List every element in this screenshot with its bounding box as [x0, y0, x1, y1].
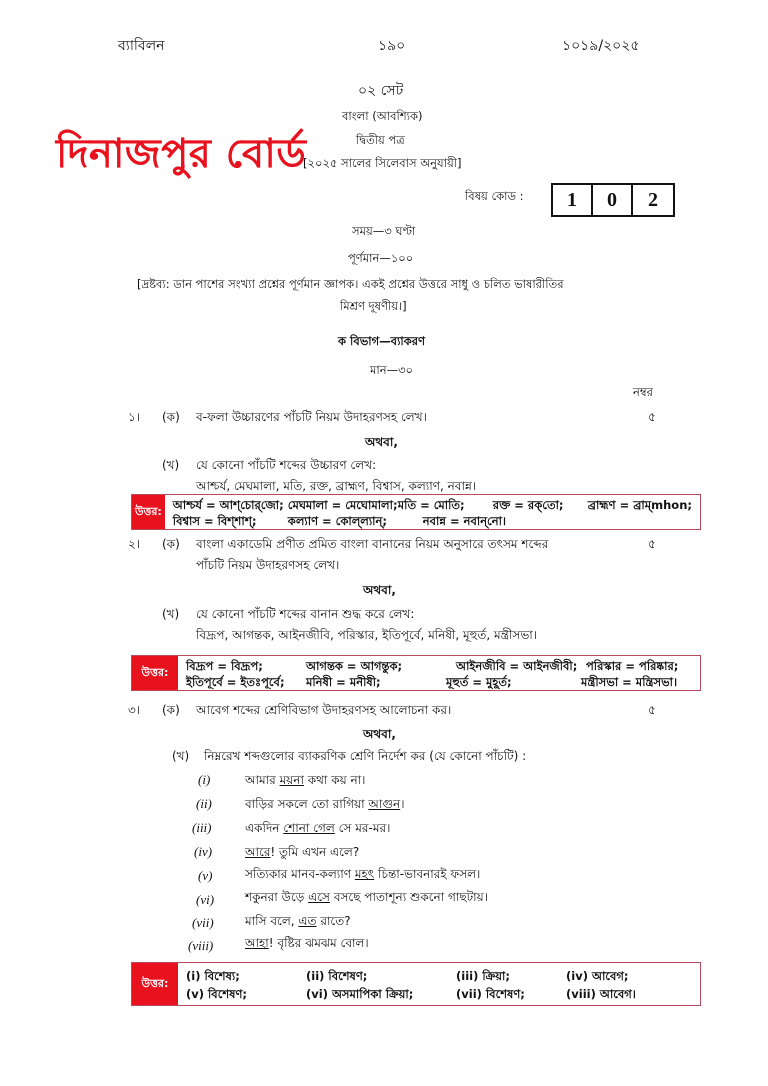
answer-row	[186, 674, 692, 690]
item-sentence	[245, 844, 359, 864]
question-text: বাংলা একাডেমি প্রণীত প্রমিত বাংলা বানানের নিয়ম অনুসারে তৎসম শব্দের	[196, 537, 549, 551]
answer-label: উত্তর:	[132, 495, 165, 529]
answer-item: মন্ত্রীসভা = মন্ত্রিসভা।	[581, 675, 678, 689]
answer-body	[178, 963, 700, 1005]
board-title: দিনাজপুর বোর্ড	[56, 131, 307, 177]
answer-row	[173, 513, 692, 529]
question-text: নিম্নরেখ শব্দগুলোর ব্যাকরণিক শ্রেণি নির্দেশ কর (যে কোনো পাঁচটি) :	[204, 749, 527, 763]
answer-item: ইতিপূর্বে = ইতঃপূর্বে;	[186, 675, 285, 689]
marks-column-label: নম্বর	[633, 385, 653, 399]
question-number: ২।	[128, 537, 141, 551]
subject-code-digit: 2	[648, 188, 658, 211]
or-separator: অথবা,	[363, 727, 396, 741]
answer-item: বিশ্বাস = বিশ্‌শাশ্‌;	[172, 514, 257, 528]
sentence-text: ! বৃষ্টির ঝমঝম বোল।	[268, 936, 369, 950]
sentence-text: আমার	[245, 773, 280, 787]
section-title: ক বিভাগ—ব্যাকরণ	[338, 334, 426, 348]
answer-item: (iii) ক্রিয়া;	[456, 969, 510, 983]
answer-item: (vi) অসমাপিকা ক্রিয়া;	[306, 987, 414, 1001]
sentence-text: ! তুমি এখন এলে?	[270, 845, 360, 859]
sentence-text: সত্যিকার মানব-কল্যাণ	[245, 867, 355, 881]
part-label: (খ)	[172, 749, 190, 763]
syllabus-note: [২০২৫ সালের সিলেবাস অনুযায়ী]	[303, 156, 462, 170]
item-sentence	[245, 820, 390, 840]
instruction-line-1: [দ্রষ্টব্য: ডান পাশের সংখ্যা প্রশ্নের পূর্ণমান জ্ঞাপক। একই প্রশ্নের উত্তরে সাধু ও চলিত ভাষারীতির	[137, 277, 564, 291]
underlined-word: ময়না	[279, 773, 304, 787]
item-number: (vii)	[192, 915, 214, 930]
answer-row	[173, 497, 692, 513]
answer-item: আইনজীবি = আইনজীবী;	[456, 659, 578, 673]
item-sentence	[245, 866, 480, 886]
answer-row	[186, 967, 692, 985]
sentence-text: একদিন	[245, 821, 284, 835]
answer-box	[131, 494, 701, 530]
underlined-word: আহা	[245, 936, 269, 950]
set-label: ০২ সেট	[358, 83, 404, 99]
item-number: (iv)	[194, 844, 213, 859]
word-list: আশ্চর্য, মেঘমালা, মতি, রক্ত, ব্রাহ্মণ, বিশ্বাস, কল্যাণ, নবান্ন।	[196, 479, 477, 493]
sentence-text: সে মর-মর।	[334, 821, 391, 835]
answer-item: (i) বিশেষ্য;	[186, 969, 240, 983]
item-number: (v)	[198, 868, 213, 883]
answer-item: ব্রাহ্মণ = ব্রাম্‌mhon;	[587, 498, 692, 512]
subject-name: বাংলা (আবশ্যিক)	[342, 109, 423, 123]
answer-item: আশ্চর্য = আশ্‌চোর্‌জো;	[172, 498, 284, 512]
answer-item: বিদ্রূপ = বিদ্রূপ;	[186, 659, 263, 673]
item-number: (ii)	[196, 796, 212, 811]
subject-code-digit: 1	[553, 185, 593, 215]
answer-item: কল্যাণ = কোল্‌ল্যান্‌;	[287, 514, 387, 528]
answer-row	[186, 658, 692, 674]
full-marks: পূর্ণমান—১০০	[348, 251, 414, 265]
question-number: ৩।	[128, 703, 141, 717]
sentence-text: শকুনরা উড়ে	[245, 890, 309, 904]
reference-number: ১০১৯/২০২৫	[562, 38, 640, 54]
answer-body	[178, 656, 700, 690]
underlined-word: এসে	[308, 890, 330, 904]
sentence-text: মাসি বলে,	[245, 914, 299, 928]
answer-item: (v) বিশেষণ;	[186, 987, 248, 1001]
paper-name: দ্বিতীয় পত্র	[356, 133, 405, 147]
instruction-line-2: মিশ্রণ দূষণীয়।]	[340, 299, 407, 313]
item-sentence	[245, 889, 488, 909]
word-list: বিদ্রূপ, আগন্তক, আইনজীবি, পরিস্কার, ইতিপূর্বে, মনিষী, মূহুর্ত, মন্ত্রীসভা।	[196, 628, 538, 642]
underlined-word: আগুন	[368, 797, 401, 811]
question-number: ১।	[128, 410, 141, 424]
item-number: (iii)	[192, 820, 212, 835]
underlined-word: আরে	[245, 845, 271, 859]
part-label: (খ)	[162, 607, 180, 621]
answer-item: রক্ত = রক্‌তো;	[492, 498, 564, 512]
question-text: ব-ফলা উচ্চারণের পাঁচটি নিয়ম উদাহরণসহ লেখ।	[196, 410, 427, 424]
answer-item: (iv) আবেগ;	[566, 969, 629, 983]
answer-item: (ii) বিশেষণ;	[306, 969, 368, 983]
sentence-text: রাতে?	[316, 914, 351, 928]
sentence-text: বসছে পাতাশূন্য শুকনো গাছটায়।	[330, 890, 488, 904]
answer-item: মূহুর্ত = মুহূর্ত;	[446, 675, 512, 689]
answer-label: উত্তর:	[132, 656, 178, 690]
question-marks: ৫	[648, 410, 656, 424]
exam-time: সময়—৩ ঘণ্টা	[352, 224, 416, 238]
item-number: (vi)	[196, 892, 215, 907]
subject-code-digit: 0	[593, 185, 633, 215]
publisher-name: ব্যাবিলন	[118, 38, 165, 54]
part-label: (ক)	[162, 703, 180, 717]
part-label: (ক)	[162, 410, 180, 424]
item-number: (viii)	[188, 938, 214, 953]
answer-item: মেঘমালা = মেঘোমালা;	[287, 498, 398, 512]
question-text: যে কোনো পাঁচটি শব্দের উচ্চারণ লেখ:	[196, 458, 377, 472]
answer-row	[186, 985, 692, 1003]
part-label: (ক)	[162, 537, 180, 551]
or-separator: অথবা,	[365, 435, 398, 449]
question-marks: ৫	[648, 537, 656, 551]
answer-item: (vii) বিশেষণ;	[456, 987, 525, 1001]
item-number: (i)	[198, 772, 211, 787]
answer-item: মনিষী = মনীষী;	[306, 675, 381, 689]
underlined-word: শোনা গেল	[283, 821, 335, 835]
item-sentence	[245, 772, 365, 792]
sentence-text: বাড়ির সকলে তো রাগিয়া	[245, 797, 369, 811]
answer-item: পরিস্কার = পরিষ্কার;	[586, 659, 679, 673]
answer-box	[131, 655, 701, 691]
question-text: পাঁচটি নিয়ম উদাহরণসহ লেখ।	[196, 558, 340, 572]
item-sentence	[245, 796, 405, 816]
sentence-text: কথা কয় না।	[303, 773, 366, 787]
answer-body	[165, 495, 700, 529]
answer-label: উত্তর:	[132, 963, 178, 1005]
item-sentence	[245, 913, 351, 933]
item-sentence	[245, 935, 369, 955]
question-text: যে কোনো পাঁচটি শব্দের বানান শুদ্ধ করে লেখ:	[196, 607, 415, 621]
answer-item: আগন্তক = আগন্তুক;	[306, 659, 403, 673]
subject-code-label: বিষয় কোড :	[465, 189, 524, 203]
question-text: আবেগ শব্দের শ্রেণিবিভাগ উদাহরণসহ আলোচনা কর।	[196, 703, 452, 717]
or-separator: অথবা,	[363, 583, 396, 597]
sentence-text: চিন্তা-ভাবনারই ফসল।	[374, 867, 481, 881]
underlined-word: মহৎ	[354, 867, 375, 881]
underlined-word: এত	[298, 914, 317, 928]
answer-item: মতি = মোতি;	[397, 498, 465, 512]
answer-box	[131, 962, 701, 1006]
question-marks: ৫	[648, 703, 656, 717]
page-number: ১৯০	[378, 38, 406, 54]
section-marks: মান—৩০	[370, 363, 414, 377]
part-label: (খ)	[162, 458, 180, 472]
answer-item: নবান্ন = নবান্‌নো।	[422, 514, 507, 528]
subject-code-box	[551, 183, 675, 217]
answer-item: (viii) আবেগ।	[566, 987, 636, 1001]
sentence-text: ।	[400, 797, 405, 811]
